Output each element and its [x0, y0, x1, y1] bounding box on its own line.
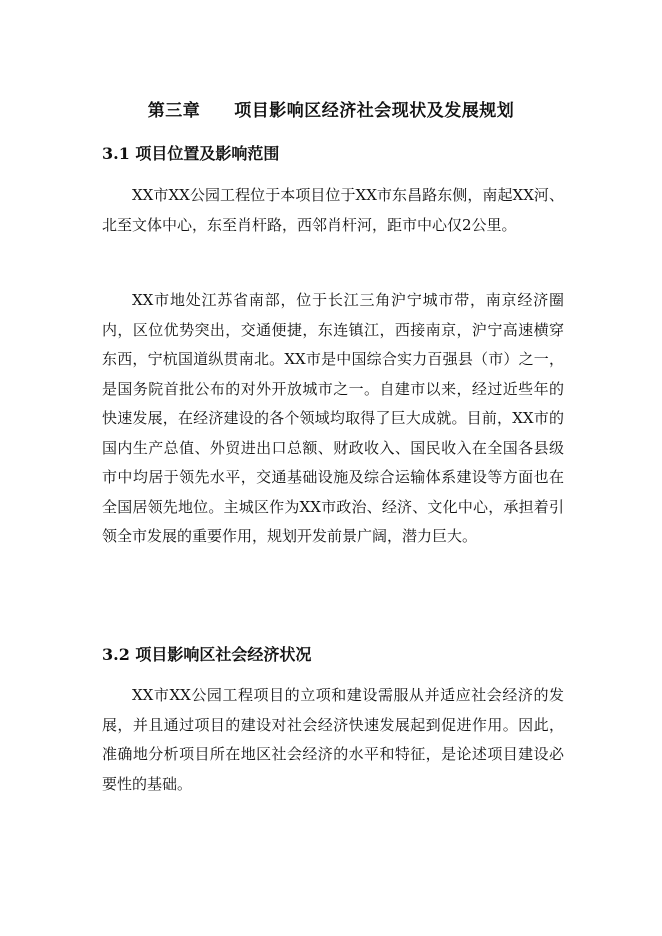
- section-heading-3-1: 3.1 项目位置及影响范围: [102, 144, 280, 163]
- chapter-number: 第三章: [147, 101, 201, 121]
- chapter-title: [0, 96, 662, 121]
- paragraph-city-overview: XX市地处江苏省南部，位于长江三角沪宁城市带，南京经济圈内，区位优势突出，交通便捷，东连镇江，西接南京，沪宁高速横穿东西，宁杭国道纵贯南北。XX市是中国综合实力百强县（市）之一，是国务院首批公布的对外开放城市之一。自建市以来，经过近些年的快速发展，在经济建设的各个领域均取得了巨大成就。目前，XX市的国内生产总值、外贸进出口总额、财政收入、国民收入在全国各县级市中均居于领先水平，交通基础设施及综合运输体系建设等方面也在全国居领先地位。主城区作为XX市政治、经济、文化中心，承担着引领全市发展的重要作用，规划开发前景广阔，潜力巨大。: [102, 291, 564, 545]
- chapter-title-text: 项目影响区经济社会现状及发展规划: [234, 101, 515, 121]
- paragraph-socioeconomic-status: XX市XX公园工程项目的立项和建设需服从并适应社会经济的发展，并且通过项目的建设对社会经济快速发展起到促进作用。因此，准确地分析项目所在地区社会经济的水平和特征，是论述项目建设必要性的基础。: [102, 686, 564, 793]
- section-heading-3-2: 3.2 项目影响区社会经济状况: [102, 645, 312, 664]
- paragraph-project-location: XX市XX公园工程位于本项目位于XX市东昌路东侧，南起XX河、北至文体中心，东至肖杆路，西邻肖杆河，距市中心仅2公里。: [102, 186, 564, 234]
